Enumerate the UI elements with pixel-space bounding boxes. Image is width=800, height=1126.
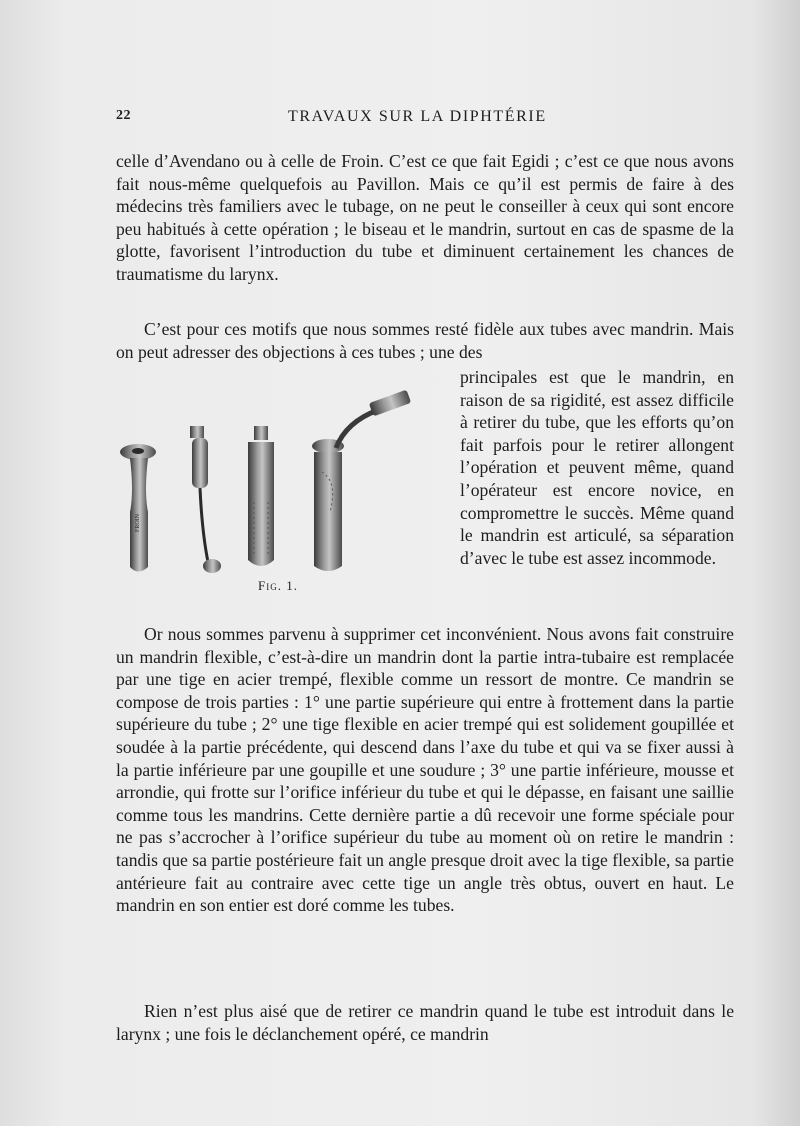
laryngeal-tube-icon bbox=[120, 444, 156, 572]
paragraph-4: Rien n’est plus aisé que de retirer ce mandrin quand le tube est introduit dans le larynx ; une fois le déclanchement opéré, ce mandrin bbox=[116, 1001, 734, 1044]
engraving-1: FROIN bbox=[135, 513, 141, 532]
page-header bbox=[116, 108, 736, 132]
figure-caption: Fig. 1. bbox=[258, 578, 298, 593]
paragraph-1: celle d’Avendano ou à celle de Froin. C’est ce que fait Egidi ; c’est ce que nous avons fait nous-même quelquefois au Pavillon. Mais ce qu’il est permis de faire à des médecins très familiers avec le tubage, on ne peut le conseiller à ceux qui sont encore peu habitués à cette opération ; le biseau et le mandrin, surtout en cas de spasme de la glotte, favorisent l’introduction du tube et diminuent certainement les chances de traumatisme du larynx. bbox=[116, 151, 734, 284]
figure-1 bbox=[108, 382, 448, 607]
paragraph-3: Or nous sommes parvenu à supprimer cet inconvénient. Nous avons fait construire un mandrin flexible, c’est-à-dire un mandrin dont la partie intra-tubaire est remplacée par une tige en acier trempé, flexible comme un ressort de montre. Ce mandrin se compose de trois parties : 1° une partie supérieure qui entre à frottement dans la partie supérieure du tube ; 2° une tige flexible en acier trempé qui est solidement goupillée et soudée à la partie précédente, qui descend dans l’axe du tube et qui va se fixer aussi à la partie inférieure par une goupille et une soudure ; 3° une partie inférieure, mousse et arrondie, qui frotte sur l’orifice inférieur du tube et qui le dépasse, en faisant une saillie comme tous les mandrins. Cette dernière partie a dû recevoir une forme spéciale pour ne pas s’accrocher à l’orifice supérieur du tube au moment où on retire le mandrin : tandis que sa partie postérieure fait un angle presque droit avec la tige flexible, sa partie antérieure fait au contraire avec cette tige un angle très obtus, ouvert en haut. Le mandrin en son entier est doré comme les tubes. bbox=[116, 624, 734, 916]
tube-with-curved-handle-icon bbox=[312, 390, 411, 571]
flexible-mandrin-icon bbox=[190, 426, 221, 573]
paragraph-2-intro: C’est pour ces motifs que nous sommes resté fidèle aux tubes avec mandrin. Mais on peut adresser des objections à ces tubes ; une des bbox=[116, 319, 734, 362]
page-number: 22 bbox=[116, 108, 131, 123]
paragraph-2-wrapped-column: principales est que le mandrin, en raison de sa rigidité, est assez difficile à retirer du tube, que les efforts qu’on fait parfois pour le retirer allongent l’opération et peuvent même, quand l’opérateur est encore novice, en compromettre le succès. Même quand le mandrin est articulé, sa séparation d’avec le tube est assez incommode. bbox=[460, 367, 734, 568]
tube-with-mandrin-icon bbox=[248, 426, 274, 566]
intubation-tubes-illustration bbox=[108, 382, 448, 607]
running-title: TRAVAUX SUR LA DIPHTÉRIE bbox=[288, 108, 547, 125]
